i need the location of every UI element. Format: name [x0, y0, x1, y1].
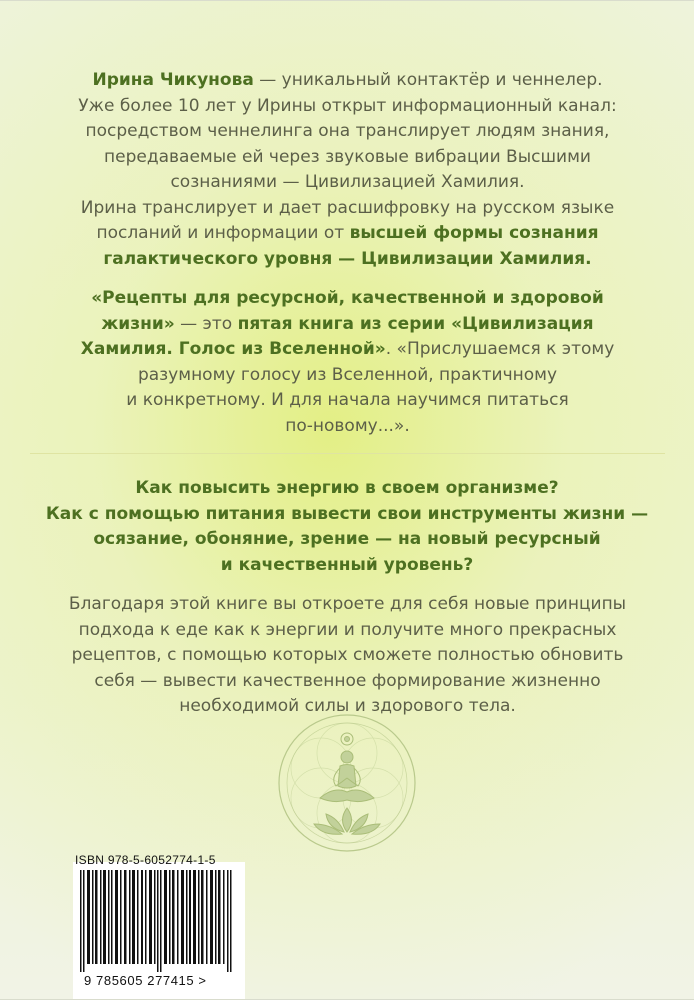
meditation-lotus-icon	[276, 712, 418, 854]
author-paragraph: Ирина Чикунова — уникальный контактёр и ченнелер. Уже более 10 лет у Ирины открыт информационный канал: посредством ченнелинга она транслирует людям знания, передаваемые ей через звуковые вибрации Высшими сознаниями — Цивилизацией Хамилия. Ирина транслирует и дает расшифровку на русском языке посланий и информации от высшей формы сознания галактического уровня — Цивилизации Хамилия.	[78, 70, 617, 269]
book-title-line: «Рецепты для ресурсной, качественной и здоровой	[91, 288, 604, 308]
question-line: осязание, обоняние, зрение — на новый ресурсный	[93, 529, 601, 549]
barcode-icon	[80, 870, 240, 972]
section-divider	[30, 453, 665, 454]
question-line: Как с помощью питания вывести свои инструменты жизни —	[45, 503, 649, 524]
questions-block	[40, 476, 654, 578]
question-line: и качественный уровень?	[220, 554, 474, 575]
author-name: Ирина Чикунова	[92, 70, 254, 90]
book-paragraph: «Рецепты для ресурсной, качественной и здоровой жизни» — это пятая книга из серии «Цивилизация Хамилия. Голос из Вселенной». «Прислушаемся к этому разумному голосу из Вселенной, практичному и конкретному. И для начала научимся питаться по-новому...».	[55, 286, 640, 439]
top-border	[0, 0, 694, 1]
description-paragraph: Благодаря этой книге вы откроете для себя новые принципы подхода к еде как к энергии и получите много прекрасных рецептов, с помощью которых сможете полностью обновить себя — вывести качественное формирование жизненно необходимой силы и здорового тела.	[68, 594, 627, 716]
question-line: Как повысить энергию в своем организме?	[135, 478, 559, 498]
barcode-digits: 9 785605 277415 >	[84, 973, 207, 988]
isbn-label: ISBN 978-5-6052774-1-5	[75, 853, 216, 867]
